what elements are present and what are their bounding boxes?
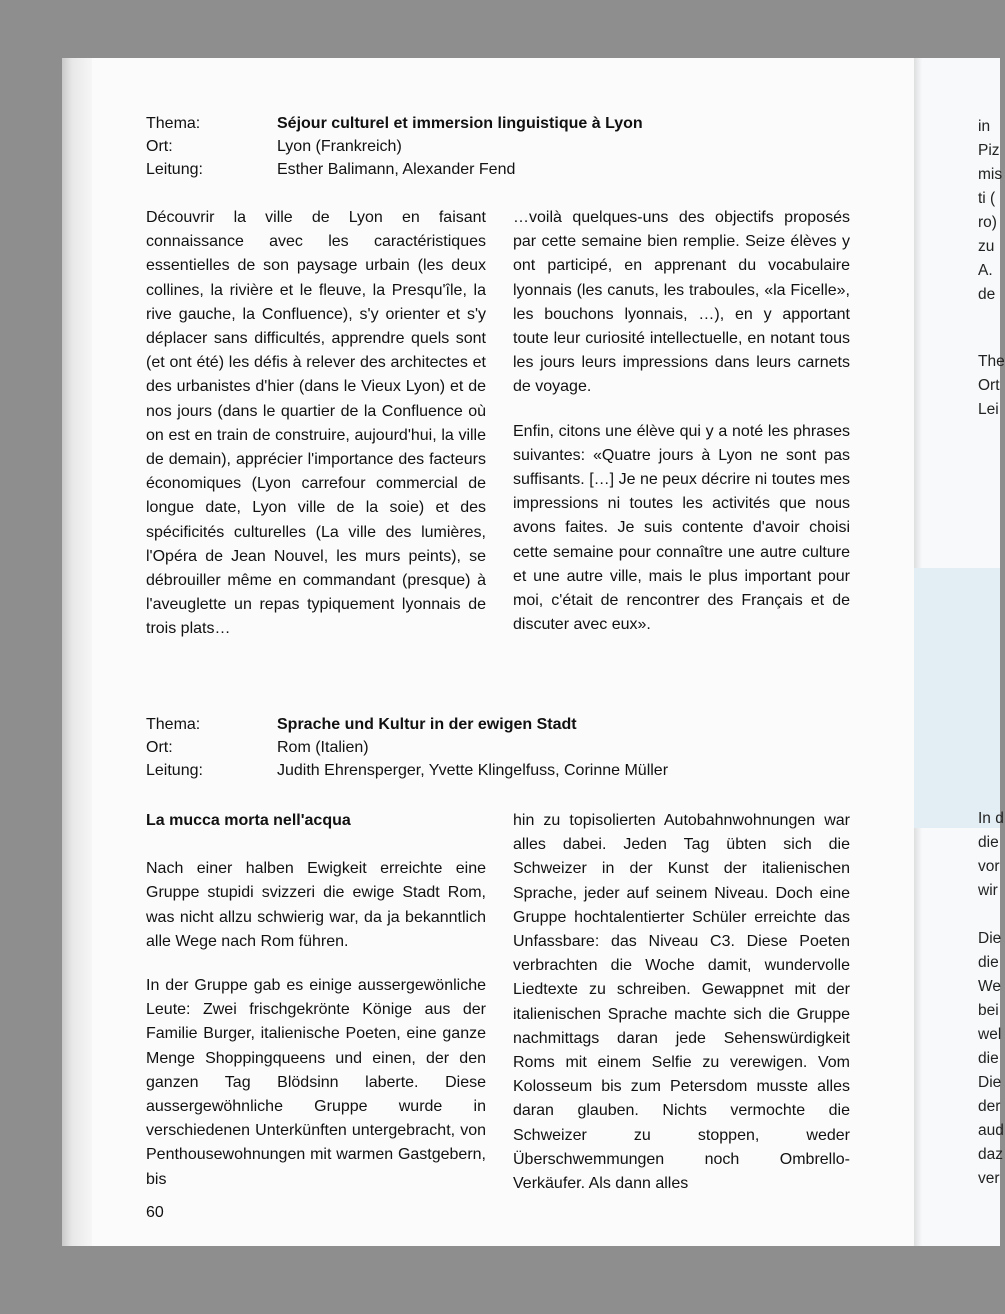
place-value: Lyon (Frankreich) (277, 138, 402, 155)
paragraph: Nach einer halben Ewigkeit erreichte eine Gruppe stupidi svizzeri die ewige Stadt Rom, was nicht allzu schwierig war, da ja bekanntlich alle Wege nach Rom führen. (146, 860, 486, 950)
facing-page-fragment: daz (978, 1146, 1003, 1163)
theme-title: Séjour culturel et immersion linguistique à Lyon (277, 115, 643, 132)
background-tint (904, 568, 1000, 828)
rome-meta-block (146, 713, 668, 782)
facing-page-fragment: der (978, 1098, 1001, 1115)
facing-page-fragment: ver (978, 1170, 1000, 1187)
paragraph: Enfin, citons une élève qui y a noté les phrases suivantes: «Quatre jours à Lyon ne sont pas suffisants. […] Je ne peux décrire ni toutes mes impressions ni toutes les activités que nous avons faites. Je suis contente d'avoir choisi cette semaine pour connaître une autre culture et une autre ville, mais le plus important pour moi, c'était de rencontrer des Français et de discuter avec eux». (513, 422, 850, 634)
facing-page-fragment: Die (978, 1074, 1002, 1091)
page-number: 60 (146, 1204, 164, 1221)
subheading: La mucca morta nell'acqua (146, 812, 351, 829)
facing-page-fragment: Lei (978, 401, 999, 418)
lead-label: Leitung: (146, 161, 203, 178)
facing-page-fragment: The (978, 353, 1005, 370)
rome-left-column (146, 809, 486, 1212)
facing-page-fragment: aud (978, 1122, 1004, 1139)
facing-page-fragment: mis (978, 166, 1003, 183)
facing-page-fragment: Ort (978, 377, 1000, 394)
theme-label: Thema: (146, 115, 201, 132)
facing-page-fragment: die (978, 954, 999, 971)
theme-title: Sprache und Kultur in der ewigen Stadt (277, 716, 577, 733)
facing-page-fragment: bei (978, 1002, 999, 1019)
paragraph: hin zu topisolierten Autobahnwohnungen war alles dabei. Jeden Tag übten sich die Schweizer in der Kunst der italienischen Sprache, jeder auf seinem Niveau. Doch eine Gruppe hochtalentierter Schüler erreichte das Unfassbare: das Niveau C3. Diese Poeten verbrachten die Woche damit, wundervolle Liedtexte zu schreiben. Gewappnet mit der italienischen Sprache machte sich die Gruppe nachmittags daran jede Sehenswürdigkeit Roms mit einem Selfie zu verewigen. Vom Kolosseum bis zum Petersdom musste alles daran glauben. Nichts vermochte die Schweizer zu stoppen, weder Überschwemmungen noch Ombrello-Verkäufer. Als dann alles (513, 812, 850, 1193)
place-label: Ort: (146, 138, 173, 155)
facing-page-fragment: de (978, 286, 996, 303)
place-value: Rom (Italien) (277, 739, 369, 756)
facing-page-fragment: ti ( (978, 190, 996, 207)
lyon-right-column (513, 206, 850, 657)
lead-label: Leitung: (146, 762, 203, 779)
facing-page-fragment: ro) (978, 214, 997, 231)
facing-page-fragment: Die (978, 930, 1002, 947)
paragraph: In der Gruppe gab es einige aussergewönliche Leute: Zwei frischgekrönte Könige aus der Familie Burger, italienische Poeten, eine ganze Menge Shoppingqueens und einen, der den ganzen Tag Blödsinn laberte. Diese aussergewöhnliche Gruppe wurde in verschiedenen Unterkünften untergebracht, von Penthousewohnungen mit warmen Gastgebern, bis (146, 977, 486, 1188)
lyon-meta-block (146, 112, 643, 181)
facing-page-fragment: in (978, 118, 991, 135)
magazine-page (62, 58, 914, 1246)
facing-page-fragment: zu (978, 238, 995, 255)
facing-page-fragment: Piz (978, 142, 1000, 159)
paragraph: …voilà quelques-uns des objectifs proposés par cette semaine bien remplie. Seize élèves y ont participé, en apprenant du vocabulaire lyonnais (les canuts, les traboules, «la Ficelle», les bouchons lyonnais, …), en y apportant toute leur curiosité intellectuelle, en notant tous les jours leurs impressions dans leurs carnets de voyage. (513, 209, 850, 396)
lead-value: Esther Balimann, Alexander Fend (277, 161, 516, 178)
facing-page-fragment: wir (978, 882, 998, 899)
facing-page-fragment: die (978, 834, 999, 851)
facing-page-fragment: wel (978, 1026, 1002, 1043)
facing-page-fragment: die (978, 1050, 999, 1067)
rome-right-column (513, 809, 850, 1216)
theme-label: Thema: (146, 716, 201, 733)
facing-page-fragment: In d (978, 810, 1004, 827)
lyon-left-column (146, 206, 486, 662)
facing-page (904, 58, 1005, 1246)
paragraph: Découvrir la ville de Lyon en faisant connaissance avec les caractéristiques essentielles de son paysage urbain (les deux collines, la rivière et le fleuve, la Presqu'île, la rive gauche, la Confluence), s'y orienter et s'y déplacer sans difficultés, apprendre quels sont (et ont été) les défis à relever des architectes et des urbanistes d'hier (dans le Vieux Lyon) et de nos jours (dans le quartier de la Confluence où on est en train de construire, aujourd'hui, la ville de demain), apprécier l'importance des facteurs économiques (Lyon carrefour commercial de longue date, Lyon ville de la soie) et des spécificités culturelles (La ville des lumières, l'Opéra de Jean Nouvel, les murs peints), se débrouiller même en commandant (presque) à l'aveuglette un repas typiquement lyonnais de trois plats… (146, 209, 486, 638)
page-edge-shadow (62, 58, 92, 1246)
place-label: Ort: (146, 739, 173, 756)
facing-page-fragment: vor (978, 858, 1000, 875)
facing-page-fragment: We (978, 978, 1001, 995)
facing-page-fragment: A. (978, 262, 993, 279)
lead-value: Judith Ehrensperger, Yvette Klingelfuss, Corinne Müller (277, 762, 669, 779)
